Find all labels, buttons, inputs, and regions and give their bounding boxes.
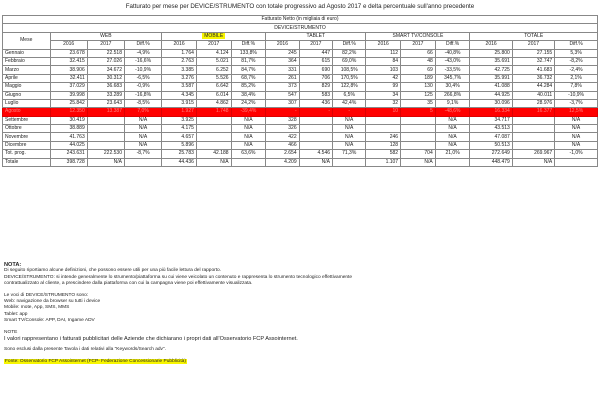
value-cell: 47.087	[470, 133, 512, 141]
value-cell: 690	[299, 66, 332, 74]
revenue-table	[2, 15, 598, 167]
table-row	[3, 158, 598, 166]
value-cell	[196, 116, 231, 124]
value-cell: 3.385	[162, 66, 197, 74]
value-cell: 170,5%	[333, 74, 366, 82]
fonte-line	[4, 359, 594, 365]
value-cell: -2,4%	[555, 66, 598, 74]
value-cell: 398.728	[50, 158, 87, 166]
table-row	[3, 125, 598, 133]
value-cell	[512, 125, 554, 133]
value-cell: 547	[266, 91, 299, 99]
value-cell: 7,0%	[124, 108, 161, 116]
value-cell: 243.631	[50, 150, 87, 158]
value-cell: 829	[299, 83, 332, 91]
value-cell: N/A	[555, 141, 598, 149]
value-cell: 34.717	[470, 116, 512, 124]
value-cell: 12,5%	[555, 108, 598, 116]
value-cell: 16.334	[470, 108, 512, 116]
value-cell: N/A	[231, 133, 266, 141]
month-cell: Tot. prog.	[3, 150, 51, 158]
group-web: WEB	[50, 32, 162, 40]
value-cell: 16.377	[512, 108, 554, 116]
value-cell: N/A	[435, 141, 470, 149]
value-cell	[299, 141, 332, 149]
value-cell: 704	[401, 150, 436, 158]
subheader-cell: 2016	[162, 41, 197, 49]
value-cell: 40.011	[512, 91, 554, 99]
value-cell: 9,1%	[435, 99, 470, 107]
subheader-cell: 2016	[50, 41, 87, 49]
value-cell: 23.678	[50, 49, 87, 57]
value-cell: 10	[366, 108, 401, 116]
subheader-cell: Diff.%	[124, 41, 161, 49]
value-cell: 42.725	[470, 66, 512, 74]
nota-line: DEVICE/STRUMENTO: si intende generalmente lo strumento/piattaforma su cui viene veicolato un contenuto e rappresenta lo strumento tecnologico effettivamente	[4, 274, 353, 280]
value-cell	[401, 133, 436, 141]
value-cell: 84,7%	[231, 66, 266, 74]
nota-line: Di seguito riportiamo alcune definizioni, che possono essere utili per una più facile lettura del rapporto.	[4, 268, 222, 274]
value-cell	[87, 133, 124, 141]
table-row	[3, 133, 598, 141]
value-cell: 261	[266, 74, 299, 82]
value-cell	[124, 158, 161, 166]
value-cell	[87, 116, 124, 124]
value-cell: 245	[266, 49, 299, 57]
subheader-cell: 2017	[401, 41, 436, 49]
value-cell: 35	[401, 99, 436, 107]
value-cell: N/A	[231, 116, 266, 124]
value-cell	[333, 158, 366, 166]
value-cell: 7,8%	[555, 83, 598, 91]
month-cell: Agosto	[3, 108, 51, 116]
header-row-4	[3, 41, 598, 49]
value-cell: 30.096	[470, 99, 512, 107]
month-cell: Totale	[3, 158, 51, 166]
value-cell: N/A	[333, 133, 366, 141]
group-totale: TOTALE	[470, 32, 598, 40]
value-cell: -43,0%	[435, 57, 470, 65]
value-cell: 32.411	[50, 74, 87, 82]
value-cell: 222.530	[87, 150, 124, 158]
subheader-cell: 2017	[87, 41, 124, 49]
value-cell: 2,1%	[555, 74, 598, 82]
value-cell: 69,0%	[333, 57, 366, 65]
subheader-cell: 2016	[266, 41, 299, 49]
value-cell: 6,5%	[333, 91, 366, 99]
value-cell: 25.800	[470, 49, 512, 57]
subheader-cell: 2017	[196, 41, 231, 49]
header-row-2	[3, 24, 598, 32]
value-cell: 30.312	[87, 74, 124, 82]
value-cell: 1.764	[162, 49, 197, 57]
value-cell: 436	[299, 99, 332, 107]
value-cell: 32.747	[512, 57, 554, 65]
value-cell: 1.927	[162, 108, 197, 116]
value-cell: N/A	[435, 133, 470, 141]
value-cell: 85,2%	[231, 83, 266, 91]
notes-section	[4, 262, 594, 365]
value-cell: 422	[266, 133, 299, 141]
table-row	[3, 116, 598, 124]
value-cell: 44.436	[162, 158, 197, 166]
value-cell	[299, 133, 332, 141]
month-cell: Maggio	[3, 83, 51, 91]
value-cell: N/A	[196, 158, 231, 166]
value-cell	[401, 141, 436, 149]
value-cell: 24,2%	[231, 99, 266, 107]
subheader-cell: 2016	[470, 41, 512, 49]
subheader-cell: Diff.%	[555, 41, 598, 49]
value-cell: 44.284	[512, 83, 554, 91]
nota-line: Mobile: mote, App, SMS, MMS	[4, 305, 70, 311]
value-cell: 39.998	[50, 91, 87, 99]
value-cell: N/A	[333, 125, 366, 133]
value-cell: -6,5%	[124, 74, 161, 82]
value-cell: N/A	[435, 116, 470, 124]
value-cell: -3,7%	[555, 99, 598, 107]
value-cell: -16,6%	[124, 57, 161, 65]
subheader-cell: 2017	[512, 41, 554, 49]
value-cell: 42,4%	[333, 99, 366, 107]
value-cell: 112	[366, 49, 401, 57]
value-cell: 4.124	[196, 49, 231, 57]
table-row	[3, 74, 598, 82]
value-cell: N/A	[555, 125, 598, 133]
value-cell: 30.419	[50, 116, 87, 124]
value-cell: 122,8%	[333, 83, 366, 91]
value-cell: -39,4%	[231, 108, 266, 116]
month-cell: Ottobre	[3, 125, 51, 133]
value-cell: 27.155	[512, 49, 554, 57]
value-cell: 71,3%	[333, 150, 366, 158]
month-cell: Novembre	[3, 133, 51, 141]
value-cell: 35.691	[470, 57, 512, 65]
value-cell: 69	[401, 66, 436, 74]
table-row	[3, 141, 598, 149]
value-cell	[196, 141, 231, 149]
value-cell: 28.976	[512, 99, 554, 107]
value-cell: 42.188	[196, 150, 231, 158]
value-cell: -40,8%	[435, 49, 470, 57]
value-cell: 6.642	[196, 83, 231, 91]
month-cell: Dicembre	[3, 141, 51, 149]
header-fatturato: Fatturato Netto (in migliaia di euro)	[3, 16, 598, 24]
value-cell: N/A	[333, 141, 366, 149]
value-cell: 25.842	[50, 99, 87, 107]
value-cell	[366, 125, 401, 133]
value-cell: N/A	[231, 125, 266, 133]
value-cell: 32	[366, 99, 401, 107]
value-cell: 6.014	[196, 91, 231, 99]
header-row-1	[3, 16, 598, 24]
table-row	[3, 91, 598, 99]
value-cell: 81,7%	[231, 57, 266, 65]
subheader-cell: Diff.%	[231, 41, 266, 49]
value-cell: 373	[266, 83, 299, 91]
value-cell: 32.415	[50, 57, 87, 65]
table-row	[3, 83, 598, 91]
value-cell	[299, 125, 332, 133]
value-cell: 128	[366, 141, 401, 149]
value-cell: N/A	[299, 158, 332, 166]
value-cell: 48	[401, 57, 436, 65]
value-cell: 99	[366, 83, 401, 91]
value-cell	[196, 125, 231, 133]
month-cell: Aprile	[3, 74, 51, 82]
value-cell: 82,2%	[333, 49, 366, 57]
value-cell: 266,8%	[435, 91, 470, 99]
nota-line: Smart TV/Console: APP, DAI, Ingame ADV	[4, 318, 95, 324]
value-cell: 269.967	[512, 150, 554, 158]
value-cell: 2.763	[162, 57, 197, 65]
nota-heading: NOTA:	[4, 262, 22, 268]
value-cell: 37.029	[50, 83, 87, 91]
value-cell: -4,9%	[124, 49, 161, 57]
value-cell: 4.546	[299, 150, 332, 158]
value-cell: 25.783	[162, 150, 197, 158]
value-cell: 6.252	[196, 66, 231, 74]
subheader-cell: Diff.%	[435, 41, 470, 49]
value-cell: 4.862	[196, 99, 231, 107]
value-cell: 189	[401, 74, 436, 82]
nota-line: Tablet: app	[4, 311, 28, 317]
value-cell: 33.289	[87, 91, 124, 99]
value-cell: 3.915	[162, 99, 197, 107]
subheader-cell: 2016	[366, 41, 401, 49]
value-cell: 1.107	[366, 158, 401, 166]
value-cell	[555, 158, 598, 166]
value-cell: -8,5%	[124, 99, 161, 107]
subheader-cell: Diff.%	[333, 41, 366, 49]
table-row	[3, 150, 598, 158]
note-line: Sono esclusi dalla presente Tavola i dati relativi alla "Keywords/Search adv".	[4, 347, 166, 353]
value-cell: N/A	[124, 116, 161, 124]
subheader-cell: 2017	[299, 41, 332, 49]
value-cell: 615	[299, 57, 332, 65]
value-cell: 466	[266, 141, 299, 149]
value-cell: 706	[299, 74, 332, 82]
report-title: Fatturato per mese per DEVICE/STRUMENTO con totale progressivo ad Agosto 2017 e delta percentuale sull'anno precedente	[125, 3, 475, 10]
month-cell: Luglio	[3, 99, 51, 107]
value-cell: 2.654	[266, 150, 299, 158]
value-cell	[299, 116, 332, 124]
value-cell: 21,0%	[435, 150, 470, 158]
value-cell: 447	[299, 49, 332, 57]
value-cell: 36.683	[87, 83, 124, 91]
value-cell: N/A	[124, 133, 161, 141]
value-cell: 66	[401, 49, 436, 57]
value-cell	[87, 125, 124, 133]
value-cell: N/A	[555, 133, 598, 141]
month-cell: Gennaio	[3, 49, 51, 57]
value-cell: -	[299, 108, 332, 116]
value-cell: 448.479	[470, 158, 512, 166]
value-cell: -	[266, 108, 299, 116]
value-cell: 36.732	[512, 74, 554, 82]
value-cell	[512, 116, 554, 124]
value-cell: -8,7%	[124, 150, 161, 158]
value-cell: 1.748	[196, 108, 231, 116]
table-row	[3, 99, 598, 107]
value-cell	[231, 158, 266, 166]
group-mobile	[162, 32, 266, 40]
value-cell: 3.587	[162, 83, 197, 91]
nota-line: contrattualizzato al cliente, a prescindere dalla piattaforma con cui la campagna viene poi effettivamente visualizzata.	[4, 281, 253, 287]
header-mese: Mese	[3, 32, 51, 49]
table-row	[3, 108, 598, 116]
table-row	[3, 49, 598, 57]
value-cell: 4.209	[266, 158, 299, 166]
value-cell: 5.526	[196, 74, 231, 82]
value-cell: 12.350	[50, 108, 87, 116]
value-cell: N/A	[333, 116, 366, 124]
value-cell: 4.345	[162, 91, 197, 99]
month-cell: Febbraio	[3, 57, 51, 65]
value-cell: 307	[266, 99, 299, 107]
value-cell: 34	[366, 91, 401, 99]
value-cell: 35.991	[470, 74, 512, 82]
value-cell: 5,3%	[555, 49, 598, 57]
value-cell: -1,0%	[555, 150, 598, 158]
table-row	[3, 57, 598, 65]
value-cell: 22.518	[87, 49, 124, 57]
table-row	[3, 66, 598, 74]
value-cell: 30,4%	[435, 83, 470, 91]
nota-line: Le voci di DEVICE/STRUMENTO sono:	[4, 292, 89, 298]
value-cell: -33,5%	[435, 66, 470, 74]
value-cell: 5	[401, 108, 436, 116]
value-cell: 50.513	[470, 141, 512, 149]
value-cell: 331	[266, 66, 299, 74]
value-cell: 3.276	[162, 74, 197, 82]
value-cell: -	[333, 108, 366, 116]
value-cell: -0,9%	[124, 83, 161, 91]
value-cell: 84	[366, 57, 401, 65]
value-cell: 38,4%	[231, 91, 266, 99]
value-cell	[512, 141, 554, 149]
value-cell: 4.657	[162, 133, 197, 141]
value-cell	[87, 141, 124, 149]
month-cell: Marzo	[3, 66, 51, 74]
value-cell	[435, 158, 470, 166]
value-cell: 583	[299, 91, 332, 99]
value-cell: N/A	[231, 141, 266, 149]
value-cell: N/A	[435, 125, 470, 133]
value-cell: 43.513	[470, 125, 512, 133]
value-cell: 272.649	[470, 150, 512, 158]
value-cell: 38.906	[50, 66, 87, 74]
value-cell: 41.763	[50, 133, 87, 141]
value-cell: -8,2%	[555, 57, 598, 65]
value-cell: 246	[366, 133, 401, 141]
value-cell	[512, 133, 554, 141]
value-cell	[196, 133, 231, 141]
value-cell: 27.026	[87, 57, 124, 65]
value-cell: 125	[401, 91, 436, 99]
value-cell: 582	[366, 150, 401, 158]
value-cell: 41.088	[470, 83, 512, 91]
note-line: I valori rappresentano i fatturati pubblicitari delle Aziende che dichiarano i propri dati all'Osservatorio FCP Assointernet.	[4, 336, 298, 343]
value-cell: -48,6%	[435, 108, 470, 116]
fonte-highlight: Fonte: Osservatorio FCP Assointernet (FCP- Federazione Concessionarie Pubblicità)	[5, 358, 186, 364]
value-cell: N/A	[124, 125, 161, 133]
value-cell: 34.672	[87, 66, 124, 74]
value-cell: 345,7%	[435, 74, 470, 82]
nota-line: Web: navigazione da browser su tutti i device	[4, 299, 101, 305]
value-cell: 5.021	[196, 57, 231, 65]
value-cell: -10,9%	[555, 91, 598, 99]
mobile-highlight: MOBILE	[204, 32, 224, 39]
value-cell: 108,5%	[333, 66, 366, 74]
header-device: DEVICE/STRUMENTO	[3, 24, 598, 32]
month-cell: Settembre	[3, 116, 51, 124]
value-cell	[366, 116, 401, 124]
value-cell: N/A	[124, 141, 161, 149]
value-cell: 133,8%	[231, 49, 266, 57]
value-cell: 63,6%	[231, 150, 266, 158]
month-cell: Giugno	[3, 91, 51, 99]
note-heading: NOTE	[4, 329, 18, 335]
value-cell: 5.896	[162, 141, 197, 149]
value-cell: -16,8%	[124, 91, 161, 99]
value-cell: N/A	[87, 158, 124, 166]
group-tablet: TABLET	[266, 32, 366, 40]
value-cell: 130	[401, 83, 436, 91]
value-cell: 23.643	[87, 99, 124, 107]
value-cell: N/A	[401, 158, 436, 166]
value-cell: N/A	[555, 116, 598, 124]
value-cell: 328	[266, 116, 299, 124]
value-cell: 3.925	[162, 116, 197, 124]
value-cell: 44.025	[50, 141, 87, 149]
value-cell: 42	[366, 74, 401, 82]
value-cell: 44.925	[470, 91, 512, 99]
group-smarttv: SMART TV/CONSOLE	[366, 32, 470, 40]
value-cell: N/A	[512, 158, 554, 166]
value-cell: 68,7%	[231, 74, 266, 82]
value-cell: 38.889	[50, 125, 87, 133]
value-cell: 13.387	[87, 108, 124, 116]
value-cell: 103	[366, 66, 401, 74]
value-cell	[401, 125, 436, 133]
value-cell: 4.175	[162, 125, 197, 133]
value-cell: 326	[266, 125, 299, 133]
value-cell: -10,9%	[124, 66, 161, 74]
value-cell: 364	[266, 57, 299, 65]
value-cell: 41.683	[512, 66, 554, 74]
value-cell	[401, 116, 436, 124]
header-row-3	[3, 32, 598, 40]
